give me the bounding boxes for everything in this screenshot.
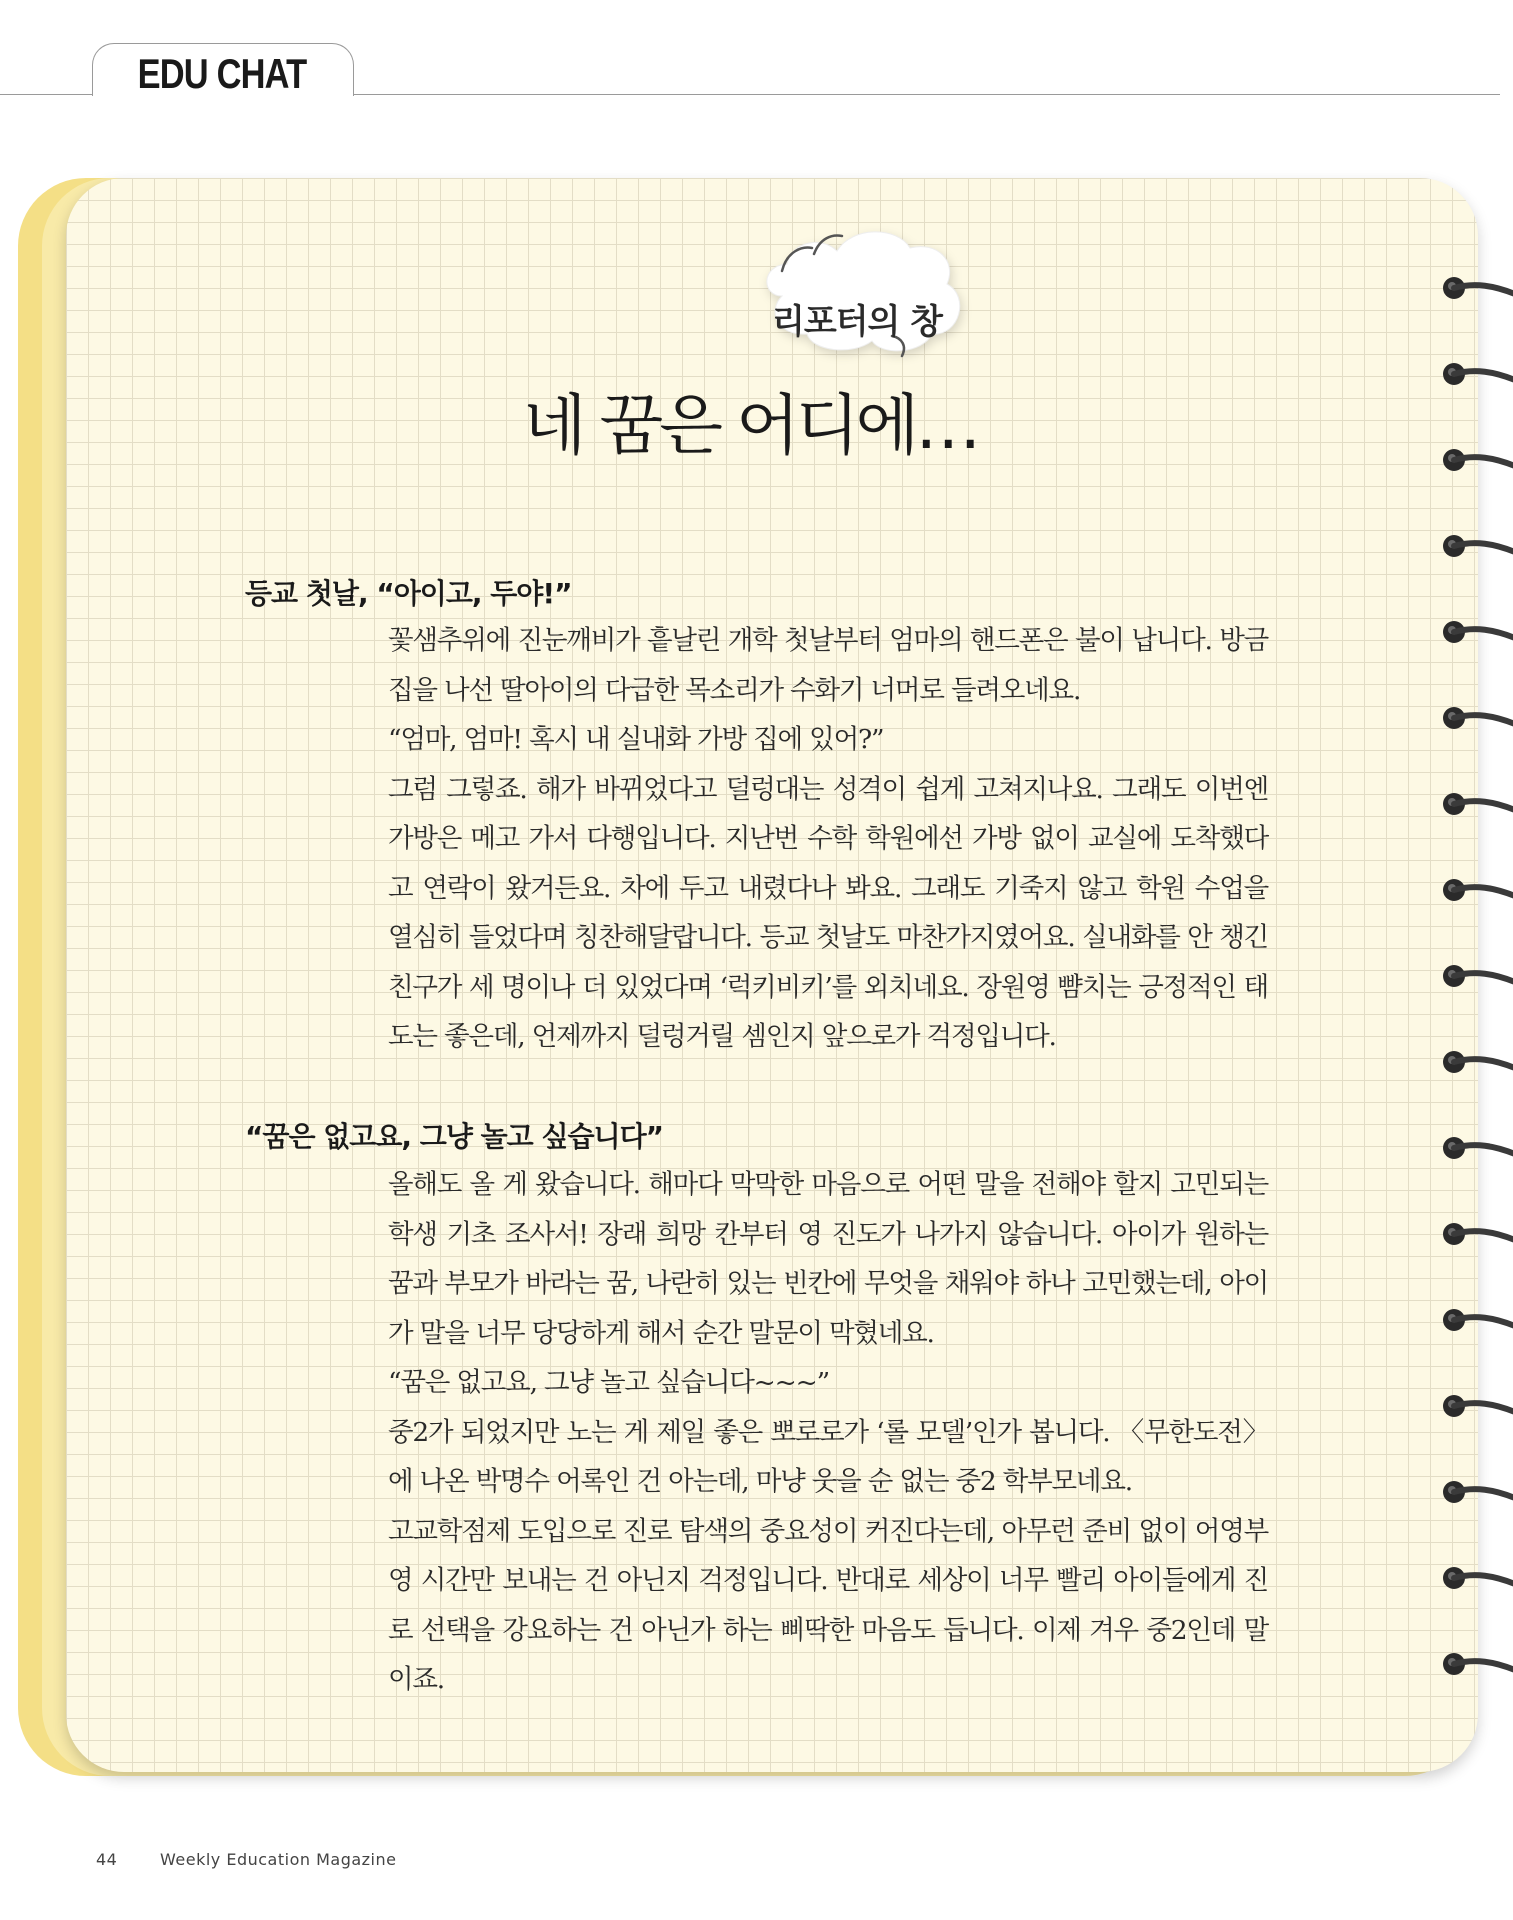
binding-ring-icon bbox=[1443, 1223, 1513, 1245]
paragraph: 고교학점제 도입으로 진로 탐색의 중요성이 커진다는데, 아무런 준비 없이 어영부영 시간만 보내는 건 아닌지 걱정입니다. 반대로 세상이 너무 빨리 아이들에게 진로 선택을 강요하는 건 아닌가 하는 삐딱한 마음도 듭니다. 이제 겨우 중2인데 말이죠. bbox=[388, 1515, 1268, 1695]
binding-ring-icon bbox=[1443, 1567, 1513, 1589]
binding-ring-icon bbox=[1443, 449, 1513, 471]
column-label: 리포터의 창 bbox=[771, 302, 943, 342]
paragraph: 꽃샘추위에 진눈깨비가 흩날린 개학 첫날부터 엄마의 핸드폰은 불이 납니다. 방금 집을 나선 딸아이의 다급한 목소리가 수화기 너머로 들려오네요. bbox=[388, 625, 1268, 706]
binding-ring-icon bbox=[1443, 1395, 1513, 1417]
binding-ring-icon bbox=[1443, 1309, 1513, 1331]
binding-ring-icon bbox=[1443, 535, 1513, 557]
section-heading: “꿈은 없고요, 그냥 놀고 싶습니다” bbox=[245, 1120, 664, 1153]
page-number: 44 bbox=[96, 1850, 118, 1869]
paragraph: 중2가 되었지만 노는 게 제일 좋은 뽀로로가 ‘롤 모델’인가 봅니다. 〈무한도전〉에 나온 박명수 어록인 건 아는데, 마냥 웃을 순 없는 중2 학부모네요. bbox=[388, 1416, 1268, 1497]
section-heading: 등교 첫날, “아이고, 두야!” bbox=[245, 577, 572, 610]
binding-ring-icon bbox=[1443, 707, 1513, 729]
binding-ring-icon bbox=[1443, 879, 1513, 901]
paragraph: 그럼 그렇죠. 해가 바뀌었다고 덜렁대는 성격이 쉽게 고쳐지나요. 그래도 이번엔 가방은 메고 가서 다행입니다. 지난번 수학 학원에선 가방 없이 교실에 도착했다고 연락이 왔거든요. 차에 두고 내렸다나 봐요. 그래도 기죽지 않고 학원 수업을 열심히 들었다며 칭찬해달랍니다. 등교 첫날도 마찬가지였어요. 실내화를 안 챙긴 친구가 세 명이나 더 있었다며 ‘럭키비키’를 외치네요. 장원영 뺨치는 긍정적인 태도는 좋은데, 언제까지 덜렁거릴 셈인지 앞으로가 걱정입니다. bbox=[388, 773, 1268, 1052]
paragraph: “엄마, 엄마! 혹시 내 실내화 가방 집에 있어?” bbox=[388, 724, 884, 755]
binding-ring-icon bbox=[1443, 1051, 1513, 1073]
spiral-binding bbox=[1440, 270, 1513, 1690]
binding-ring-icon bbox=[1443, 277, 1513, 299]
section-body bbox=[388, 1160, 1268, 1705]
binding-ring-icon bbox=[1443, 1137, 1513, 1159]
section-body bbox=[388, 616, 1268, 1062]
binding-ring-icon bbox=[1443, 363, 1513, 385]
binding-ring-icon bbox=[1443, 1653, 1513, 1675]
paragraph: “꿈은 없고요, 그냥 놀고 싶습니다~~~” bbox=[388, 1367, 830, 1398]
binding-ring-icon bbox=[1443, 1481, 1513, 1503]
magazine-name: Weekly Education Magazine bbox=[160, 1850, 397, 1869]
binding-ring-icon bbox=[1443, 793, 1513, 815]
paragraph: 올해도 올 게 왔습니다. 해마다 막막한 마음으로 어떤 말을 전해야 할지 고민되는 학생 기초 조사서! 장래 희망 칸부터 영 진도가 나가지 않습니다. 아이가 원하는 꿈과 부모가 바라는 꿈, 나란히 있는 빈칸에 무엇을 채워야 하나 고민했는데, 아이가 말을 너무 당당하게 해서 순간 말문이 막혔네요. bbox=[388, 1169, 1268, 1349]
binding-ring-icon bbox=[1443, 965, 1513, 987]
article-title: 네 꿈은 어디에… bbox=[522, 387, 978, 464]
section-title: EDU CHAT bbox=[137, 50, 307, 97]
binding-ring-icon bbox=[1443, 621, 1513, 643]
